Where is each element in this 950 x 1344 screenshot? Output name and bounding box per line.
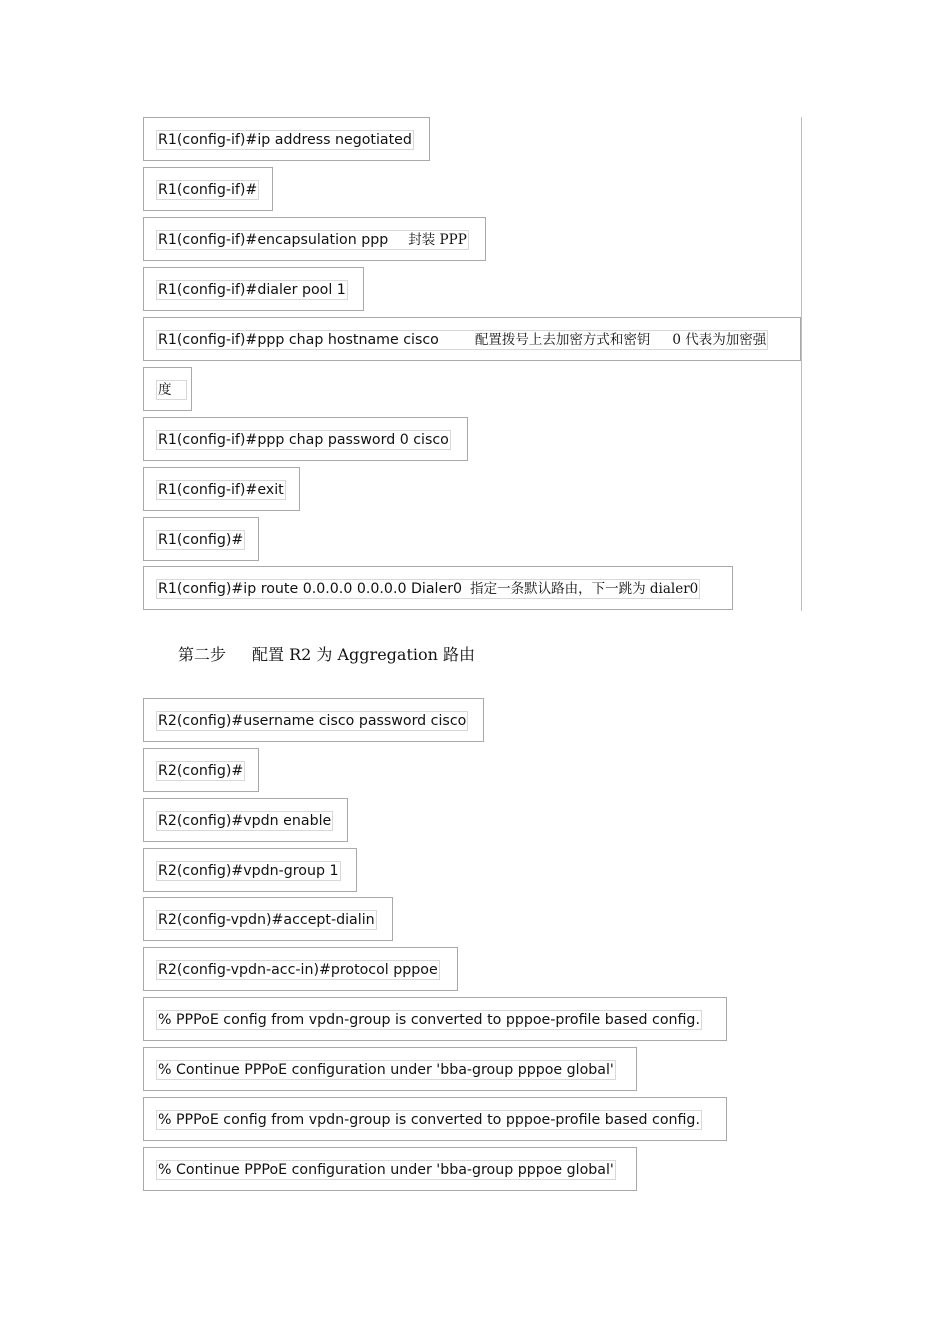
code-line-box xyxy=(143,517,259,561)
code-line: % Continue PPPoE configuration under 'bba-group pppoe global' xyxy=(158,1162,614,1178)
code-line: % PPPoE config from vpdn-group is converted to pppoe-profile based config. xyxy=(158,1112,700,1128)
code-line: R2(config)#vpdn enable xyxy=(158,813,332,829)
code-line-box xyxy=(143,947,458,991)
code-line-box xyxy=(143,317,801,361)
code-line: R1(config)# xyxy=(158,532,244,548)
code-line-box xyxy=(143,848,357,892)
code-comment: 配置拨号上去加密方式和密钥 xyxy=(474,332,651,348)
code-line-box xyxy=(143,1047,637,1091)
code-line: R1(config-if)#dialer pool 1 xyxy=(158,282,346,298)
step-label: 第二步 xyxy=(178,645,227,664)
code-comment: 封装 PPP xyxy=(408,232,467,248)
code-line-box xyxy=(143,798,348,842)
code-line: R1(config-if)# xyxy=(158,182,258,198)
step-heading xyxy=(178,643,475,667)
code-line-box xyxy=(143,267,364,311)
code-comment: 0 代表为加密强 xyxy=(672,332,767,348)
code-line: R2(config)# xyxy=(158,763,244,779)
code-line-box xyxy=(143,698,484,742)
code-line: R2(config-vpdn)#accept-dialin xyxy=(158,912,375,928)
code-line-box xyxy=(143,1097,727,1141)
code-line-box xyxy=(143,367,192,411)
code-line-box xyxy=(143,566,733,610)
code-line-box xyxy=(143,467,300,511)
code-line: % Continue PPPoE configuration under 'bba-group pppoe global' xyxy=(158,1062,614,1078)
code-line-box xyxy=(143,417,468,461)
code-line-box xyxy=(143,217,486,261)
code-line: R1(config-if)#ppp chap hostname cisco 配置拨号上去加密方式和密钥 0 代表为加密强 xyxy=(158,332,767,348)
code-line-box xyxy=(143,167,273,211)
code-line: R1(config-if)#ppp chap password 0 cisco xyxy=(158,432,449,448)
code-line: R2(config-vpdn-acc-in)#protocol pppoe xyxy=(158,962,438,978)
step-title: 配置 R2 为 Aggregation 路由 xyxy=(252,645,476,664)
code-line-box xyxy=(143,748,259,792)
code-comment: 度 xyxy=(158,382,172,398)
code-line-box xyxy=(143,897,393,941)
code-line: R2(config)#username cisco password cisco xyxy=(158,713,467,729)
code-line-box xyxy=(143,1147,637,1191)
code-line xyxy=(156,380,187,400)
table-right-border xyxy=(801,117,802,611)
code-line-box xyxy=(143,117,430,161)
code-line: % PPPoE config from vpdn-group is converted to pppoe-profile based config. xyxy=(158,1012,700,1028)
code-line: R1(config-if)#encapsulation ppp 封装 PPP xyxy=(158,232,467,248)
code-line: R1(config-if)#ip address negotiated xyxy=(158,132,412,148)
code-line: R1(config-if)#exit xyxy=(158,482,284,498)
code-line: R2(config)#vpdn-group 1 xyxy=(158,863,339,879)
code-line-box xyxy=(143,997,727,1041)
code-line: R1(config)#ip route 0.0.0.0 0.0.0.0 Dialer0 指定一条默认路由，下一跳为 dialer0 xyxy=(158,581,699,597)
code-comment: 指定一条默认路由，下一跳为 dialer0 xyxy=(470,581,699,597)
